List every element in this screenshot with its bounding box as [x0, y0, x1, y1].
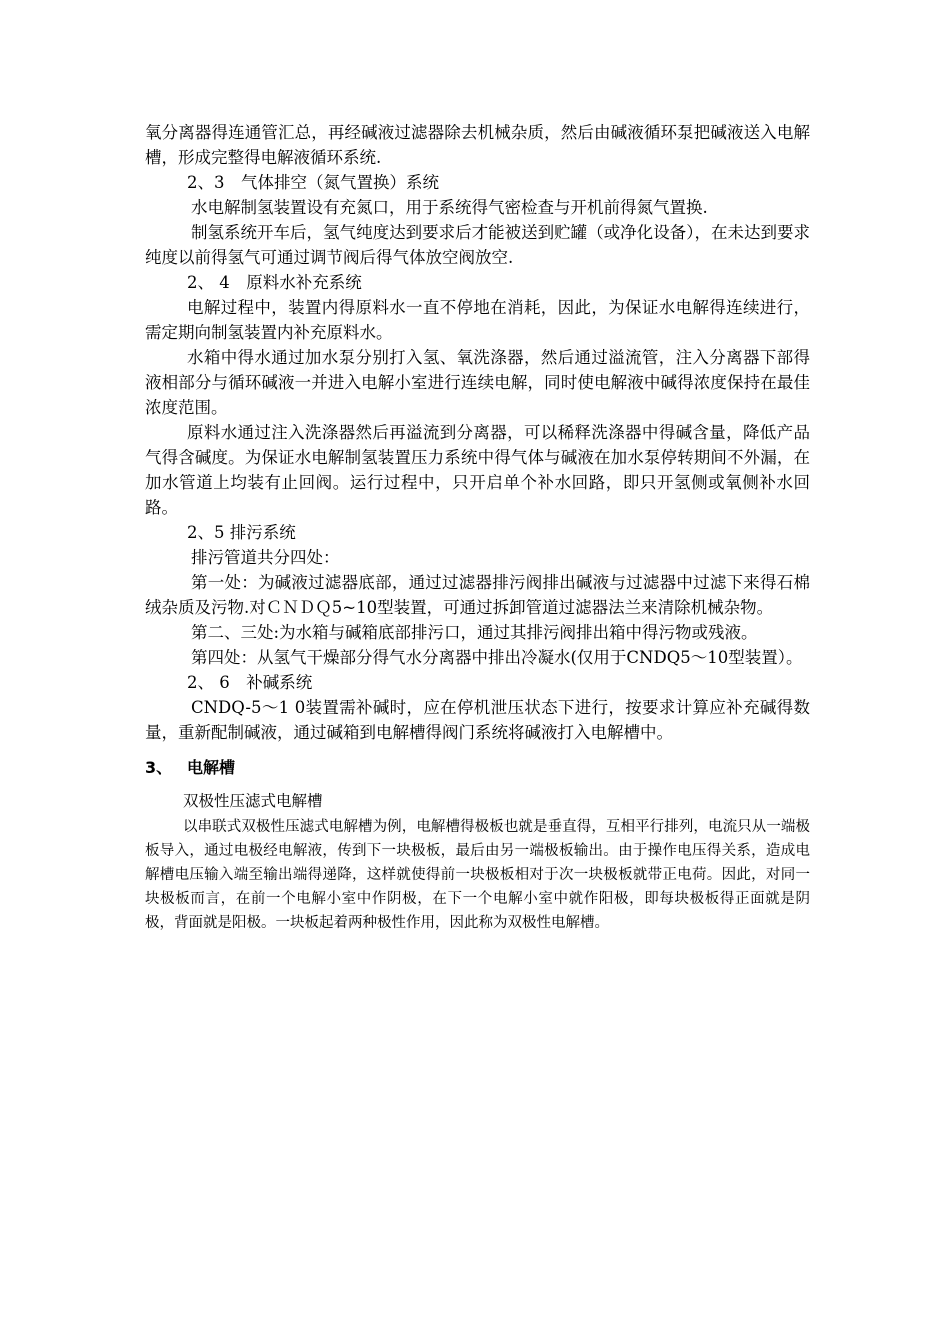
section-3-heading: [145, 753, 810, 783]
heading-2-5-drainage: 2、5 排污系统: [187, 523, 296, 542]
paragraph-raw-water-overflow: 原料水通过注入洗涤器然后再溢流到分离器，可以稀释洗涤器中得碱含量，降低产品气得含碱度。为保证水电解制氢装置压力系统中得气体与碱液在加水泵停转期间不外漏，在加水管道上均装有止回阀。运行过程中，只开启单个补水回路，即只开氢侧或氧侧补水回路。: [145, 423, 810, 517]
section-3-number: 3、: [145, 758, 173, 777]
heading-2-6-alkali-supply: 2、 6 补碱系统: [187, 673, 313, 692]
paragraph-drain-fourth: 第四处：从氢气干燥部分得气水分离器中排出冷凝水(仅用于CNDQ5～10型装置）。: [191, 648, 803, 667]
section-3-subtitle: 双极性压滤式电解槽: [183, 792, 323, 810]
paragraph-water-consumption: 电解过程中，装置内得原料水一直不停地在消耗，因此，为保证水电解得连续进行，需定期向制氢装置内补充原料水。: [145, 298, 810, 342]
paragraph-alkali-circulation: 氧分离器得连通管汇总，再经碱液过滤器除去机械杂质，然后由碱液循环泵把碱液送入电解槽，形成完整得电解液循环系统.: [145, 123, 810, 167]
paragraph-drain-second-third: 第二、三处:为水箱与碱箱底部排污口，通过其排污阀排出箱中得污物或残液。: [191, 623, 758, 642]
paragraph-alkali-refill: CNDQ-5～1 0装置需补碱时，应在停机泄压状态下进行，按要求计算应补充碱得数量，重新配制碱液，通过碱箱到电解槽得阀门系统将碱液打入电解槽中。: [145, 698, 810, 742]
paragraph-water-tank: 水箱中得水通过加水泵分别打入氢、氧洗涤器，然后通过溢流管，注入分离器下部得液相部分与循环碱液一并进入电解小室进行连续电解，同时使电解液中碱得浓度保持在最佳浓度范围。: [145, 348, 810, 417]
paragraph-drain-count: 排污管道共分四处：: [191, 548, 340, 567]
heading-2-3-gas-venting: 2、3 气体排空（氮气置换）系统: [187, 173, 439, 192]
paragraph-drain-first: 第一处：为碱液过滤器底部，通过过滤器排污阀排出碱液与过滤器中过滤下来得石棉绒杂质及污物.对ＣＮＤＱ5~10型装置，可通过拆卸管道过滤器法兰来清除机械杂物。: [145, 573, 810, 617]
section-3-title: 电解槽: [187, 758, 236, 777]
paragraph-nitrogen-inlet: 水电解制氢装置设有充氮口，用于系统得气密检查与开机前得氮气置换.: [191, 198, 708, 217]
paragraph-hydrogen-purity: 制氢系统开车后，氢气纯度达到要求后才能被送到贮罐（或净化设备），在未达到要求纯度以前得氢气可通过调节阀后得气体放空阀放空.: [145, 223, 810, 267]
section-3-body: 以串联式双极性压滤式电解槽为例，电解槽得极板也就是垂直得，互相平行排列，电流只从一端极板导入，通过电极经电解液，传到下一块极板，最后由另一端极板输出。由于操作电压得关系，造成电解槽电压输入端至输出端得递降，这样就使得前一块极板相对于次一块极板就带正电荷。因此，对同一块极板而言，在前一个电解小室中作阴极，在下一个电解小室中就作阳极，即每块极板得正面就是阴极，背面就是阳极。一块板起着两种极性作用，因此称为双极性电解槽。: [145, 819, 810, 931]
document-page: [145, 120, 810, 935]
heading-2-4-water-supply: 2、 4 原料水补充系统: [187, 273, 362, 292]
